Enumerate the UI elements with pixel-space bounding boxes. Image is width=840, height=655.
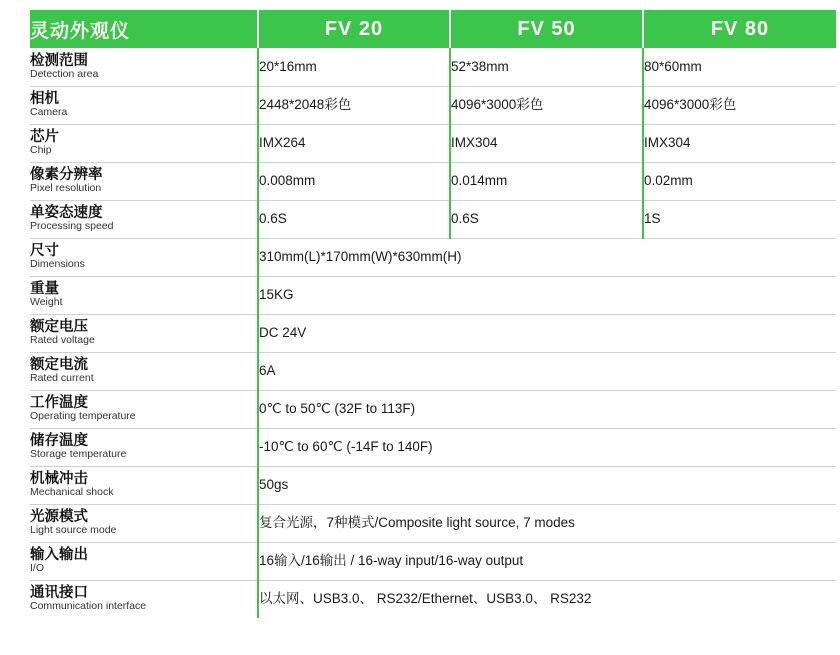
row-label-communication-interface xyxy=(30,580,258,618)
row-label-processing-speed xyxy=(30,200,258,238)
row-label-rated-current xyxy=(30,352,258,390)
table-row xyxy=(30,238,836,276)
row-label-cn: 机械冲击 xyxy=(30,471,88,487)
cell-io: 16输入/16输出 / 16-way input/16-way output xyxy=(258,542,836,580)
table-header xyxy=(30,10,836,48)
cell-communication-interface: 以太网、USB3.0、 RS232/Ethernet、USB3.0、 RS232 xyxy=(258,580,836,618)
row-label-en: Light source mode xyxy=(30,524,117,537)
row-label-cn: 单姿态速度 xyxy=(30,205,103,221)
cell-pixel-resolution-fv50: 0.014mm xyxy=(450,162,643,200)
cell-camera-fv50: 4096*3000彩色 xyxy=(450,86,643,124)
table-row xyxy=(30,86,836,124)
table-row xyxy=(30,428,836,466)
table-row xyxy=(30,352,836,390)
row-label-en: Rated voltage xyxy=(30,334,95,347)
cell-chip-fv80: IMX304 xyxy=(643,124,836,162)
row-label-en: Dimensions xyxy=(30,258,85,271)
cell-processing-speed-fv80: 1S xyxy=(643,200,836,238)
cell-camera-fv80: 4096*3000彩色 xyxy=(643,86,836,124)
cell-pixel-resolution-fv80: 0.02mm xyxy=(643,162,836,200)
row-label-operating-temperature xyxy=(30,390,258,428)
row-label-dimensions xyxy=(30,238,258,276)
row-label-cn: 重量 xyxy=(30,281,59,297)
row-label-detection-area xyxy=(30,48,258,86)
row-label-en: Communication interface xyxy=(30,600,147,613)
row-label-cn: 输入输出 xyxy=(30,547,88,563)
table-header-row xyxy=(30,10,836,48)
row-label-cn: 储存温度 xyxy=(30,433,88,449)
row-label-en: Pixel resolution xyxy=(30,182,102,195)
table-body xyxy=(30,48,836,618)
row-label-weight xyxy=(30,276,258,314)
row-label-cn: 光源模式 xyxy=(30,509,88,525)
cell-detection-area-fv20: 20*16mm xyxy=(258,48,450,86)
row-label-io xyxy=(30,542,258,580)
cell-mechanical-shock: 50gs xyxy=(258,466,836,504)
specification-table xyxy=(30,10,836,618)
row-label-cn: 检测范围 xyxy=(30,52,88,69)
row-label-pixel-resolution xyxy=(30,162,258,200)
row-label-cn: 尺寸 xyxy=(30,243,59,259)
cell-detection-area-fv50: 52*38mm xyxy=(450,48,643,86)
row-label-cn: 额定电流 xyxy=(30,357,88,373)
row-label-en: Detection area xyxy=(30,67,99,80)
table-row xyxy=(30,200,836,238)
cell-processing-speed-fv50: 0.6S xyxy=(450,200,643,238)
table-row xyxy=(30,276,836,314)
cell-chip-fv50: IMX304 xyxy=(450,124,643,162)
cell-processing-speed-fv20: 0.6S xyxy=(258,200,450,238)
row-label-chip xyxy=(30,124,258,162)
cell-chip-fv20: IMX264 xyxy=(258,124,450,162)
row-label-cn: 工作温度 xyxy=(30,395,88,411)
table-row xyxy=(30,466,836,504)
row-label-light-source-mode xyxy=(30,504,258,542)
row-label-en: Processing speed xyxy=(30,220,114,233)
product-title: 灵动外观仪 xyxy=(30,10,258,48)
table-row xyxy=(30,504,836,542)
table-row xyxy=(30,542,836,580)
table-row xyxy=(30,48,836,86)
row-label-cn: 芯片 xyxy=(30,129,59,145)
model-column-fv20: FV 20 xyxy=(258,10,450,48)
row-label-en: I/O xyxy=(30,562,45,575)
cell-storage-temperature: -10℃ to 60℃ (-14F to 140F) xyxy=(258,428,836,466)
cell-pixel-resolution-fv20: 0.008mm xyxy=(258,162,450,200)
model-column-fv80: FV 80 xyxy=(643,10,836,48)
row-label-cn: 像素分辨率 xyxy=(30,167,103,183)
row-label-cn: 通讯接口 xyxy=(30,585,88,602)
row-label-en: Camera xyxy=(30,106,68,119)
row-label-en: Mechanical shock xyxy=(30,486,114,499)
row-label-camera xyxy=(30,86,258,124)
row-label-en: Storage temperature xyxy=(30,448,127,461)
table-row xyxy=(30,314,836,352)
row-label-en: Weight xyxy=(30,296,63,309)
cell-detection-area-fv80: 80*60mm xyxy=(643,48,836,86)
row-label-mechanical-shock xyxy=(30,466,258,504)
table-row xyxy=(30,390,836,428)
row-label-rated-voltage xyxy=(30,314,258,352)
model-column-fv50: FV 50 xyxy=(450,10,643,48)
cell-operating-temperature: 0℃ to 50℃ (32F to 113F) xyxy=(258,390,836,428)
row-label-cn: 相机 xyxy=(30,91,59,107)
cell-dimensions: 310mm(L)*170mm(W)*630mm(H) xyxy=(258,238,836,276)
table-row xyxy=(30,580,836,618)
table-row xyxy=(30,124,836,162)
cell-light-source-mode: 复合光源，7种模式/Composite light source, 7 modes xyxy=(258,504,836,542)
table-row xyxy=(30,162,836,200)
cell-rated-voltage: DC 24V xyxy=(258,314,836,352)
cell-rated-current: 6A xyxy=(258,352,836,390)
row-label-en: Rated current xyxy=(30,372,94,385)
row-label-en: Operating temperature xyxy=(30,410,136,423)
cell-weight: 15KG xyxy=(258,276,836,314)
row-label-en: Chip xyxy=(30,144,52,157)
cell-camera-fv20: 2448*2048彩色 xyxy=(258,86,450,124)
row-label-cn: 额定电压 xyxy=(30,319,88,335)
row-label-storage-temperature xyxy=(30,428,258,466)
